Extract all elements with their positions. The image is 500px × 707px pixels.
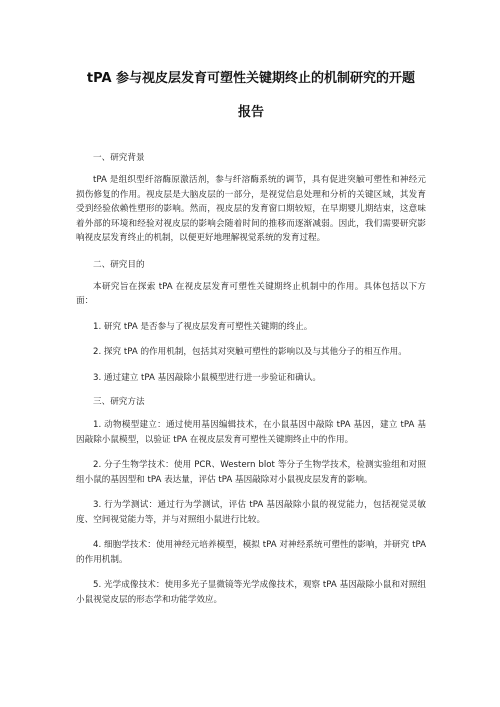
list-item: 3. 通过建立 tPA 基因敲除小鼠模型进行进一步验证和确认。 — [93, 372, 321, 383]
title-line-1: tPA 参与视皮层发育可塑性关键期终止的机制研究的开题 — [86, 71, 416, 86]
section-heading: 一、研究背景 — [93, 153, 145, 163]
list-item: 3. 行为学测试：通过行为学测试，评估 tPA 基因敲除小鼠的视觉能力，包括视觉灵敏度、空间视觉能力等，并与对照组小鼠进行比较。 — [76, 500, 426, 525]
list-item: 1. 动物模型建立：通过使用基因编辑技术，在小鼠基因中敲除 tPA 基因，建立 tPA 基因敲除小鼠模型，以验证 tPA 在视皮层发育可塑性关键期终止中的作用。 — [76, 420, 426, 445]
section-methods — [76, 396, 426, 607]
list-item: 1. 研究 tPA 是否参与了视皮层发育可塑性关键期的终止。 — [93, 321, 313, 332]
section-background — [76, 152, 426, 246]
section-purpose — [76, 259, 426, 386]
list-item: 5. 光学成像技术：使用多光子显微镜等光学成像技术，观察 tPA 基因敲除小鼠和对照组小鼠视觉皮层的形态学和功能学效应。 — [76, 580, 426, 605]
section-heading: 三、研究方法 — [93, 397, 145, 407]
document-title — [76, 62, 426, 130]
title-line-2: 报告 — [237, 105, 264, 120]
list-item: 2. 探究 tPA 的作用机制，包括其对突触可塑性的影响以及与其他分子的相互作用。 — [93, 347, 407, 357]
list-item: 2. 分子生物学技术：使用 PCR、Western blot 等分子生物学技术，检测实验组和对照组小鼠的基因型和 tPA 表达量，评估 tPA 基因敲除对小鼠视皮层发育的影响。 — [76, 460, 426, 485]
paragraph: tPA 是组织型纤溶酶原激活剂，参与纤溶酶系统的调节，具有促进突触可塑性和神经元损伤修复的作用。视皮层是大脑皮层的一部分，是视觉信息处理和分析的关键区域，其发育受到经验依赖性塑形的影响。然而，视皮层的发育窗口期较短，在早期婴儿期结束，这意味着外部的环境和经验对视皮层的影响会随着时间的推移而逐渐减弱。因此，我们需要研究影响视皮层发育终止的机制，以便更好地理解视觉系统的发育过程。 — [76, 175, 426, 243]
section-heading: 二、研究目的 — [93, 259, 145, 270]
list-item: 4. 细胞学技术：使用神经元培养模型，模拟 tPA 对神经系统可塑性的影响，并研究 tPA 的作用机制。 — [76, 540, 426, 565]
paragraph: 本研究旨在探索 tPA 在视皮层发育可塑性关键期终止机制中的作用。具体包括以下方面： — [76, 281, 426, 306]
